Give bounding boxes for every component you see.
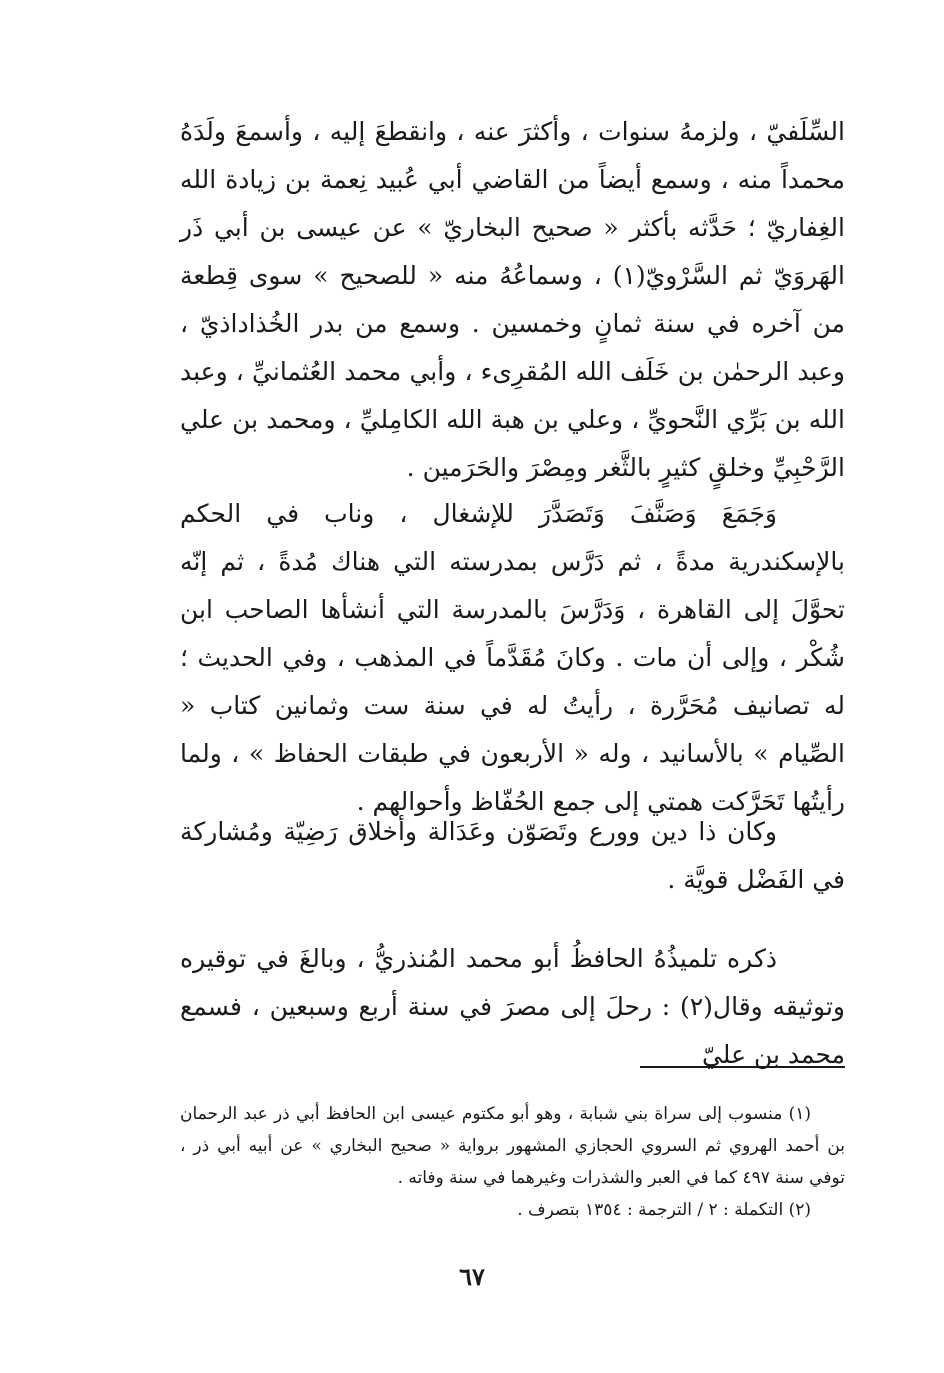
body-paragraph-4 (180, 935, 845, 1079)
footnote-2: (٢) التكملة : ٢ / الترجمة : ١٣٥٤ بتصرف . (517, 1200, 811, 1220)
paragraph-text: وكان ذا دين وورع وتَصَوّن وعَدَالة وأخلاق رَضِيّة ومُشاركة في الفَضْل قويَّة . (180, 817, 845, 894)
body-paragraph-3 (180, 808, 845, 904)
paragraph-text: ذكره تلميذُهُ الحافظُ أبو محمد المُنذريُّ ، وبالغَ في توقيره وتوثيقه وقال(٢) : رحلَ إلى مصرَ في سنة أربع وسبعين ، فسمع محمد بن عليّ (180, 944, 845, 1069)
footnotes (180, 1098, 845, 1226)
body-paragraph-1 (180, 108, 845, 492)
paragraph-text: وَجَمَعَ وَصَنَّفَ وَتَصَدَّرَ للإشغال ، وناب في الحكم بالإسكندرية مدةً ، ثم دَرَّس بمدرسته التي هناك مُدةً ، ثم إنّه تحوَّلَ إلى القاهرة ، وَدَرَّسَ بالمدرسة التي أنشأها الصاحب ابن شُكْر ، وإلى أن مات . وكانَ مُقَدَّماً في المذهب ، وفي الحديث ؛ له تصانيف مُحَرَّرة ، رأيتُ له في سنة ست وثمانين كتاب « الصِّيام » بالأسانيد ، وله « الأربعون في طبقات الحفاظ » ، ولما رأيتُها تَحَرَّكت همتي إلى جمع الحُفّاظ وأحوالهم . (180, 499, 845, 816)
footnote-separator (640, 1066, 845, 1068)
body-paragraph-2 (180, 490, 845, 826)
footnote-1: (١) منسوب إلى سراة بني شبابة ، وهو أبو مكتوم عيسى ابن الحافظ أبي ذر عبد الرحمان بن أحمد الهروي ثم السروي الحجازي المشهور برواية « صحيح البخاري » عن أبيه أبي ذر ، توفي سنة ٤٩٧ كما في العبر والشذرات وغيرهما في سنة وفاته . (180, 1104, 845, 1188)
paragraph-text: السِّلَفيّ ، ولزمهُ سنوات ، وأكثرَ عنه ، وانقطعَ إليه ، وأسمعَ ولَدَهُ محمداً منه ، وسمع أيضاً من القاضي أبي عُبيد نِعمة بن زيادة الله الغِفاريّ ؛ حَدَّثه بأكثر « صحيح البخاريّ » عن عيسى بن أبي ذَر الهَروَيّ ثم السَّرْويّ(١) ، وسماعُهُ منه « للصحيح » سوى قِطعة من آخره في سنة ثمانٍ وخمسين . وسمع من بدر الخُذاداذيّ ، وعبد الرحمٰن بن خَلَف الله المُقرِىء ، وأبي محمد العُثمانيِّ ، وعبد الله بن بَرِّي النَّحويِّ ، وعلي بن هبة الله الكامِليِّ ، ومحمد بن علي الرَّحْبِيِّ وخلقٍ كثيرٍ بالثَّغر ومِصْرَ والحَرَمين . (180, 117, 845, 482)
page-number: ٦٧ (459, 1262, 485, 1291)
